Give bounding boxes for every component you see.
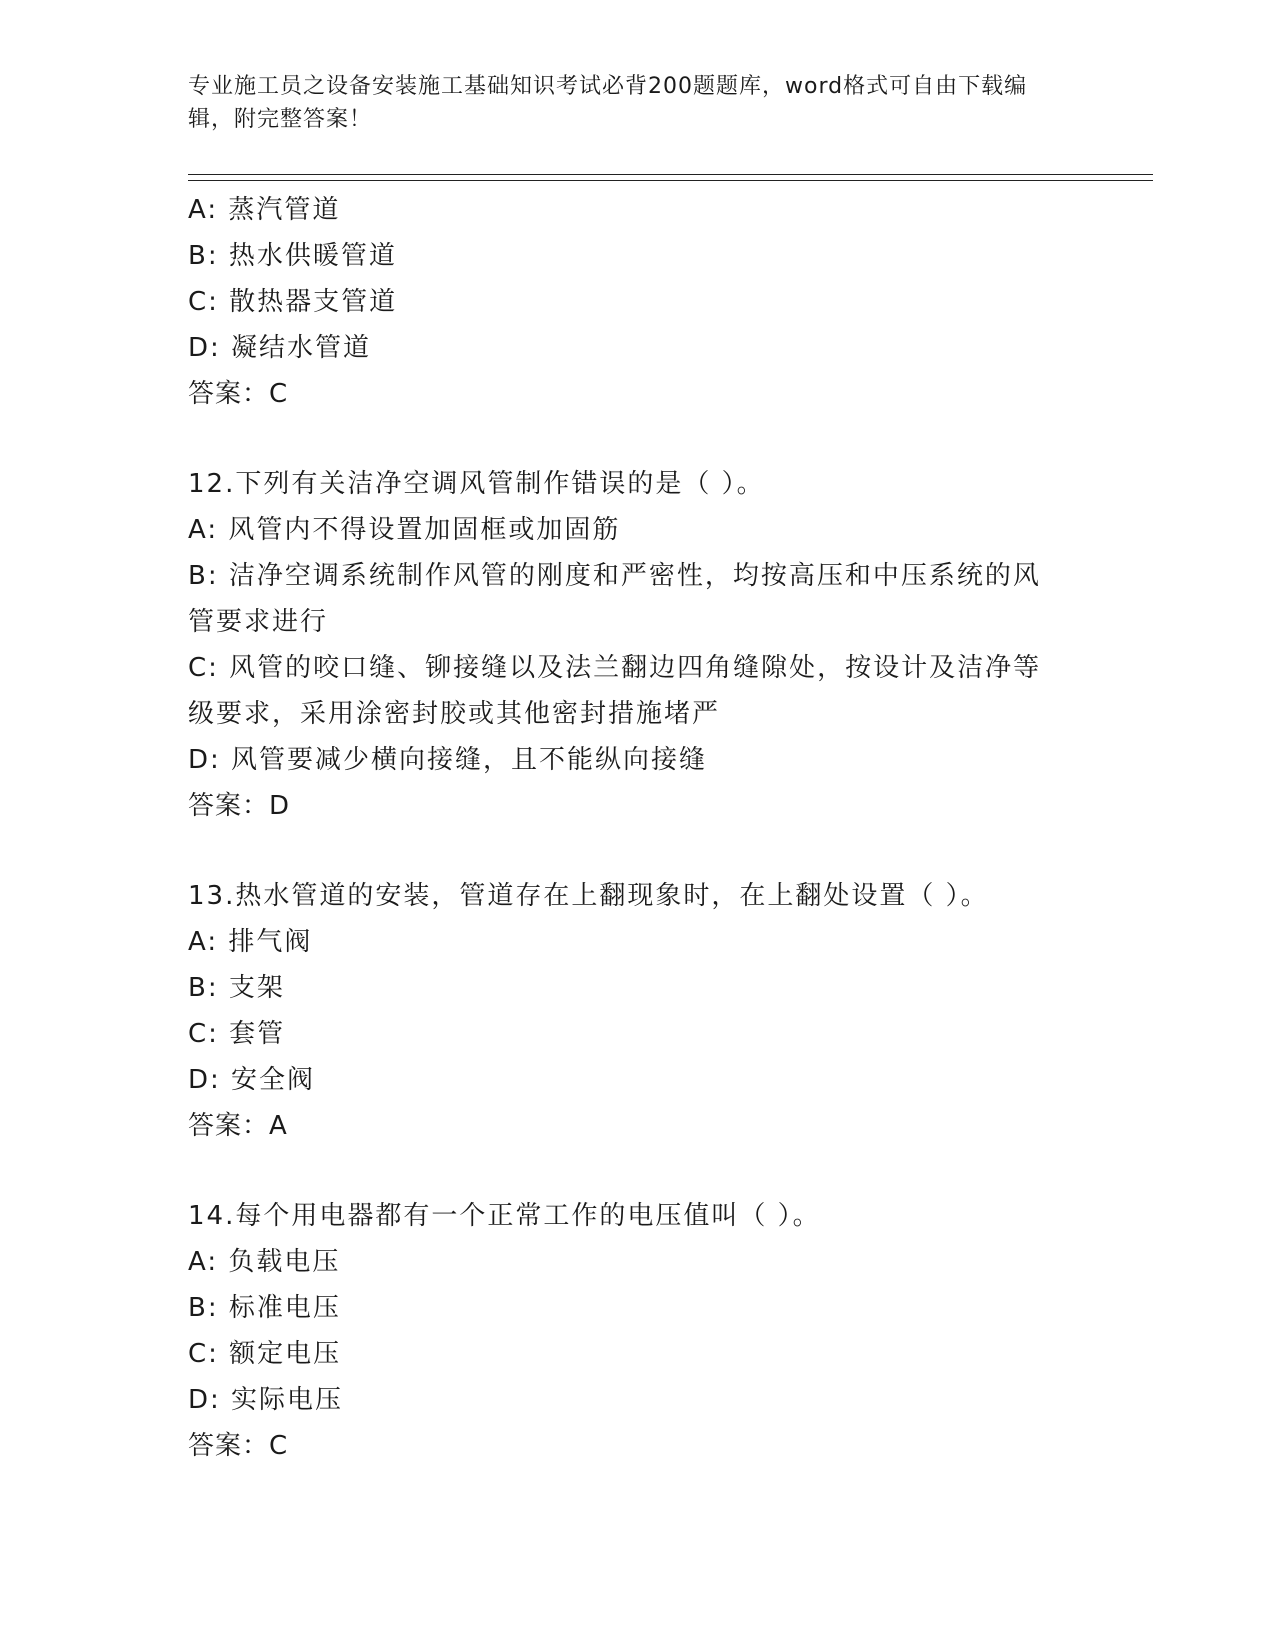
document-page <box>188 70 1153 1469</box>
option-d: D: 实际电压 <box>188 1385 344 1415</box>
option-c: C: 风管的咬口缝、铆接缝以及法兰翻边四角缝隙处，按设计及洁净等级要求，采用涂密封胶或其他密封措施堵严 <box>188 653 1042 729</box>
question-block-14 <box>188 1193 1068 1469</box>
option-c: C: 散热器支管道 <box>188 287 398 317</box>
question-block-13 <box>188 873 1068 1149</box>
option-b: B: 支架 <box>188 973 285 1003</box>
option-a: A: 风管内不得设置加固框或加固筋 <box>188 515 621 545</box>
option-d: D: 凝结水管道 <box>188 333 372 363</box>
answer-line: 答案：D <box>188 791 291 821</box>
option-b: B: 标准电压 <box>188 1293 341 1323</box>
option-d: D: 安全阀 <box>188 1065 316 1095</box>
question-stem: 13.热水管道的安装，管道存在上翻现象时，在上翻处设置（ ）。 <box>188 881 989 911</box>
document-header: 专业施工员之设备安装施工基础知识考试必背200题题库，word格式可自由下载编辑，附完整答案！ <box>188 74 1028 132</box>
option-a: A: 蒸汽管道 <box>188 195 341 225</box>
question-stem: 12.下列有关洁净空调风管制作错误的是（ ）。 <box>188 469 765 499</box>
question-block-12 <box>188 461 1068 829</box>
question-stem: 14.每个用电器都有一个正常工作的电压值叫（ ）。 <box>188 1201 821 1231</box>
option-c: C: 额定电压 <box>188 1339 342 1369</box>
option-a: A: 负载电压 <box>188 1247 341 1277</box>
answer-line: 答案：C <box>188 379 289 409</box>
option-b: B: 洁净空调系统制作风管的刚度和严密性，均按高压和中压系统的风管要求进行 <box>188 561 1041 637</box>
option-a: A: 排气阀 <box>188 927 313 957</box>
option-b: B: 热水供暖管道 <box>188 241 397 271</box>
question-block-11 <box>188 187 1068 417</box>
document-content <box>188 187 1068 1469</box>
option-d: D: 风管要减少横向接缝，且不能纵向接缝 <box>188 745 708 775</box>
header-divider <box>188 174 1153 181</box>
answer-line: 答案：C <box>188 1431 289 1461</box>
option-c: C: 套管 <box>188 1019 286 1049</box>
answer-line: 答案：A <box>188 1111 288 1141</box>
